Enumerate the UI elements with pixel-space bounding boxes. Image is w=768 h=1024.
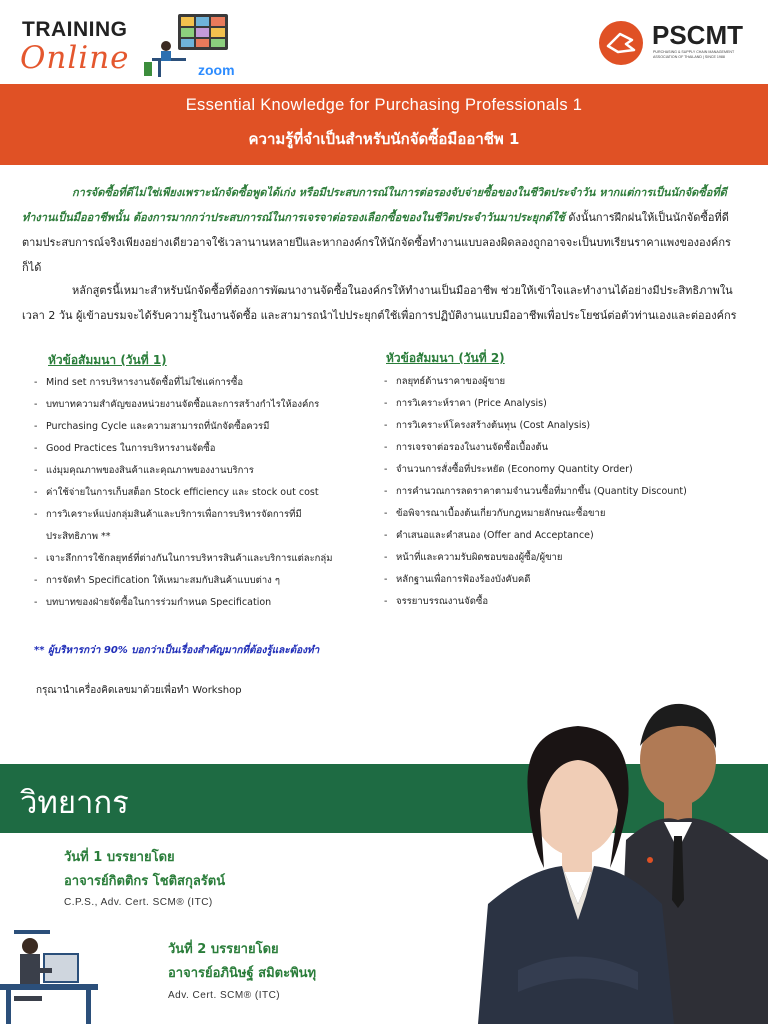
speakers-heading: วิทยากร	[20, 785, 129, 821]
list-item: - ข้อพิจารณาเบื้องต้นเกี่ยวกับกฎหมายลักษณะซื้อขาย	[384, 503, 754, 525]
speaker1-name: อาจารย์กิตติกร โชติสกุลรัตน์	[64, 874, 226, 889]
list-item: - การวิเคราะห์แบ่งกลุ่มสินค้าและบริการเพื่อการบริหารจัดการที่มี	[34, 504, 374, 526]
list-item: - การวิเคราะห์ราคา (Price Analysis)	[384, 393, 754, 415]
speaker2-cert: Adv. Cert. SCM® (ITC)	[168, 990, 281, 1001]
list-item: - จรรยาบรรณงานจัดซื้อ	[384, 591, 754, 613]
speakers-photo	[478, 690, 768, 1024]
logo-subtitle: PURCHASING & SUPPLY CHAIN MANAGEMENT ASSOCIATION OF THAILAND | SINCE 1988	[653, 50, 735, 59]
intro-paragraph-2: หลักสูตรนี้เหมาะสำหรับนักจัดซื้อที่ต้องการพัฒนางานจัดซื้อในองค์กรให้ทำงานเป็นมืออาชีพ ช่วยให้เข้าใจและทำงานได้อย่างมีประสิทธิภาพในเวลา 2 วัน ผู้เข้าอบรมจะได้รับความรู้ในงานจัดซื้อ และสามารถนำไปประยุกต์ใช้เพื่อการปฏิบัติงานแบบมืออาชีพเพื่อประโยชน์ต่อตัวท่านเองและต่อองค์กร	[22, 284, 737, 322]
list-item: - การวิเคราะห์โครงสร้างต้นทุน (Cost Analysis)	[384, 415, 754, 437]
list-item: - คำเสนอและคำสนอง (Offer and Acceptance)	[384, 525, 754, 547]
intro-rest: ดังนั้นการฝึกฝนให้เป็นนักจัดซื้อที่ดีตามประสบการณ์จริงเพียงอย่างเดียวอาจใช้เวลานานหลายปีและหากองค์กรให้นักจัดซื้อทำงานแบบลองผิดลองถูกอาจจะเป็นบทเรียนราคาแพงขององค์กรก็ได้	[22, 211, 731, 274]
list-item: - Purchasing Cycle และความสามารถที่นักจัดซื้อควรมี	[34, 416, 374, 438]
day2-heading: หัวข้อสัมมนา (วันที่ 2)	[386, 351, 505, 365]
course-title-english: Essential Knowledge for Purchasing Professionals 1	[185, 96, 583, 114]
list-item: - หน้าที่และความรับผิดชอบของผู้ซื้อ/ผู้ขาย	[384, 547, 754, 569]
list-item: - กลยุทธ์ด้านราคาของผู้ขาย	[384, 371, 754, 393]
list-item: - Mind set การบริหารงานจัดซื้อที่ไม่ใช่แค่การซื้อ	[34, 372, 374, 394]
speaker2-day: วันที่ 2 บรรยายโดย	[168, 942, 279, 957]
calculator-note: กรุณานำเครื่องคิดเลขมาด้วยเพื่อทำ Workshop	[36, 685, 242, 696]
logo-text: PSCMT	[652, 20, 743, 50]
speaker2-name: อาจารย์อภินิษฐ์ สมิตะพินทุ	[168, 966, 317, 981]
list-item: - แง่มุมคุณภาพของสินค้าและคุณภาพของงานบริการ	[34, 460, 374, 482]
day1-topic-list	[34, 372, 374, 614]
speaker1-cert: C.P.S., Adv. Cert. SCM® (ITC)	[64, 897, 213, 908]
day2-topic-list	[384, 371, 754, 613]
list-item: - การจัดทำ Specification ให้เหมาะสมกับสินค้าแบบต่าง ๆ	[34, 570, 374, 592]
online-label: Online	[20, 40, 130, 76]
intro-emphasis: การจัดซื้อที่ดีไม่ใช่เพียงเพราะนักจัดซื้อพูดได้เก่ง หรือมีประสบการณ์ในการต่อรองจับจ่ายซื้อของในชีวิตประจำวัน หากแต่การเป็นนักจัดซื้อที่ดี ทำงานเป็นมืออาชีพนั้น ต้องการมากกว่าประสบการณ์ในการเจรจาต่อรองเลือกซื้อของในชีวิตประจำวันมาประยุกต์ใช้	[22, 186, 727, 224]
list-item: - การเจรจาต่อรองในงานจัดซื้อเบื้องต้น	[384, 437, 754, 459]
list-item: - จำนวนการสั่งซื้อที่ประหยัด (Economy Quantity Order)	[384, 459, 754, 481]
list-item-continuation: ประสิทธิภาพ **	[46, 531, 111, 542]
course-title-thai: ความรู้ที่จำเป็นสำหรับนักจัดซื้อมืออาชีพ 1	[248, 130, 520, 148]
list-item: - บทบาทความสำคัญของหน่วยงานจัดซื้อและการสร้างกำไรให้องค์กร	[34, 394, 374, 416]
pscmt-logo-icon	[598, 20, 644, 66]
list-item: - เจาะลึกการใช้กลยุทธ์ที่ต่างกันในการบริหารสินค้าและบริการแต่ละกลุ่ม	[34, 548, 374, 570]
list-item: - หลักฐานเพื่อการฟ้องร้องบังคับคดี	[384, 569, 754, 591]
list-item: - การคำนวณการลดราคาตามจำนวนซื้อที่มากขึ้น (Quantity Discount)	[384, 481, 754, 503]
desk-worker-illustration	[0, 924, 100, 1024]
executive-note: ** ผู้บริหารกว่า 90% บอกว่าเป็นเรื่องสำคัญมากที่ต้องรู้และต้องทำ	[34, 645, 320, 656]
day1-heading: หัวข้อสัมมนา (วันที่ 1)	[48, 353, 167, 367]
intro-paragraph-1	[22, 180, 746, 280]
training-label: TRAINING	[22, 18, 128, 41]
list-item: - Good Practices ในการบริหารงานจัดซื้อ	[34, 438, 374, 460]
zoom-label: zoom	[198, 62, 235, 78]
list-item: - บทบาทของฝ่ายจัดซื้อในการร่วมกำหนด Specification	[34, 592, 374, 614]
list-item: - ค่าใช้จ่ายในการเก็บสต็อก Stock efficiency และ stock out cost	[34, 482, 374, 504]
speaker1-day: วันที่ 1 บรรยายโดย	[64, 850, 175, 865]
